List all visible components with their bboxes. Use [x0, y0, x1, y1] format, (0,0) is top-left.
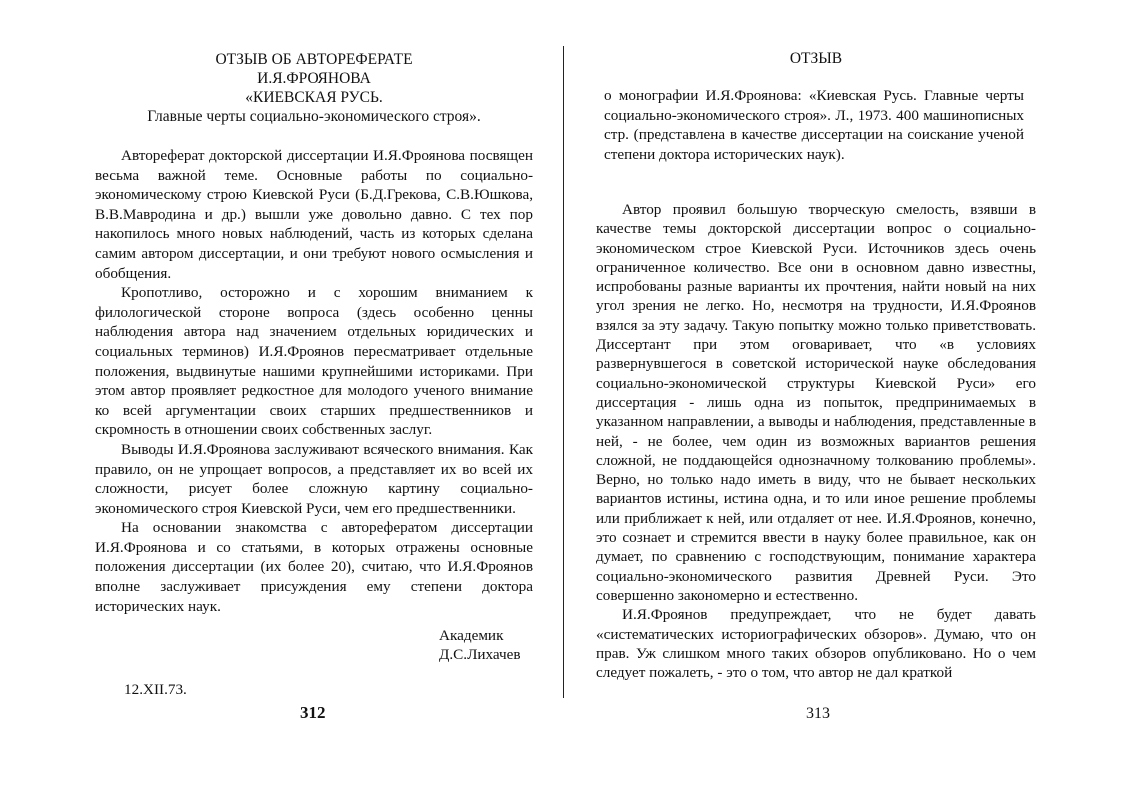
signature-title: Академик [439, 627, 504, 644]
right-title: ОТЗЫВ [789, 50, 843, 67]
left-title-line-2: И.Я.ФРОЯНОВА [257, 70, 371, 87]
monograph-description: о монографии И.Я.Фроянова: «Киевская Русь. Главные черты социально-экономического строя». Л., 1973. 400 машинописных стр. (представлена в качестве диссертации на соискание ученой степени доктора исторических наук). [604, 87, 1024, 163]
left-title-line-4: Главные черты социально-экономического строя». [147, 108, 481, 125]
signature-name: Д.С.Лихачев [439, 646, 521, 663]
left-body [95, 146, 533, 616]
right-paragraph-1: Автор проявил большую творческую смелость, взявши в качестве темы докторской диссертации вопрос о социально-экономическом строе Киевской Руси. Источников здесь очень ограниченное количество. Все они в основном давно известны, испробованы разные варианты их прочтения, найти новый на них угол зрения не легко. Но, несмотря на трудности, И.Я.Фроянов взялся за эту задачу. Такую попытку можно только приветствовать. Диссертант при этом оговаривает, что «в условиях развернувшегося в советской исторической науке обследования социально-экономической структуры Киевской Руси» его диссертация - лишь одна из попыток, предпринимаемых в указанном направлении, а выводы и наблюдения, представленные в ней, - не более, чем один из возможных вариантов решения сложной, не поддающейся однозначному толкованию проблемы». Верно, но только надо иметь в виду, что не бывает нескольких вариантов истины, истина одна, и то или иное решение проблемы или приближает к ней, или отдаляет от нее. И.Я.Фроянов, конечно, это сознает и стремится ввести в науку более правильное, как он думает, по сравнению с господствующим, понимание характера социально-экономического развития Древней Руси. Это совершенно закономерно и естественно. [596, 201, 1036, 604]
page-divider [563, 46, 564, 698]
review-date: 12.XII.73. [124, 681, 187, 698]
left-title-line-3: «КИЕВСКАЯ РУСЬ. [245, 89, 383, 106]
page-number-right: 313 [806, 705, 830, 722]
page-number-left: 312 [300, 703, 326, 722]
right-page [596, 0, 1036, 800]
left-paragraph-3: Выводы И.Я.Фроянова заслуживают всяческого внимания. Как правило, он не упрощает вопросов, а представляет их во всей их сложности, рисует более сложную картину социально-экономического строя Киевской Руси, чем его предшественники. [95, 440, 533, 517]
left-title-line-1: ОТЗЫВ ОБ АВТОРЕФЕРАТЕ [215, 51, 413, 68]
signature-block [439, 626, 521, 664]
left-paragraph-1: Автореферат докторской диссертации И.Я.Фроянова посвящен весьма важной теме. Основные работы по социально-экономическому строю Киевской Руси (Б.Д.Грекова, С.В.Юшкова, В.В.Мавродина и др.) вышли уже довольно давно. С тех пор накопилось много новых наблюдений, часть из которых сделана самим автором диссертации, и они требуют нового осмысления и обобщения. [95, 147, 533, 282]
left-page [95, 0, 533, 800]
right-paragraph-2: И.Я.Фроянов предупреждает, что не будет давать «систематических историографических обзоров». Думаю, что он прав. Уж слишком много таких обзоров опубликовано. Но о чем следует пожалеть, - это о том, что автор не дал краткой [596, 606, 1036, 682]
left-title [95, 50, 533, 126]
left-paragraph-4: На основании знакомства с авторефератом диссертации И.Я.Фроянова и со статьями, в которых отражены основные положения диссертации (их более 20), считаю, что И.Я.Фроянов вполне заслуживает присуждения ему степени доктора исторических наук. [95, 519, 533, 615]
left-paragraph-2: Кропотливо, осторожно и с хорошим вниманием к филологической стороне вопроса (здесь особенно ценны наблюдения автора над значением отдельных юридических и социальных терминов) И.Я.Фроянов пересматривает отдельные положения, выдвинутые нашими крупнейшими историками. При этом автор проявляет редкостное для молодого ученого внимание ко всей аргументации своих старших предшественников и скромность в отношении своих собственных заслуг. [95, 284, 533, 439]
right-body [596, 200, 1036, 682]
